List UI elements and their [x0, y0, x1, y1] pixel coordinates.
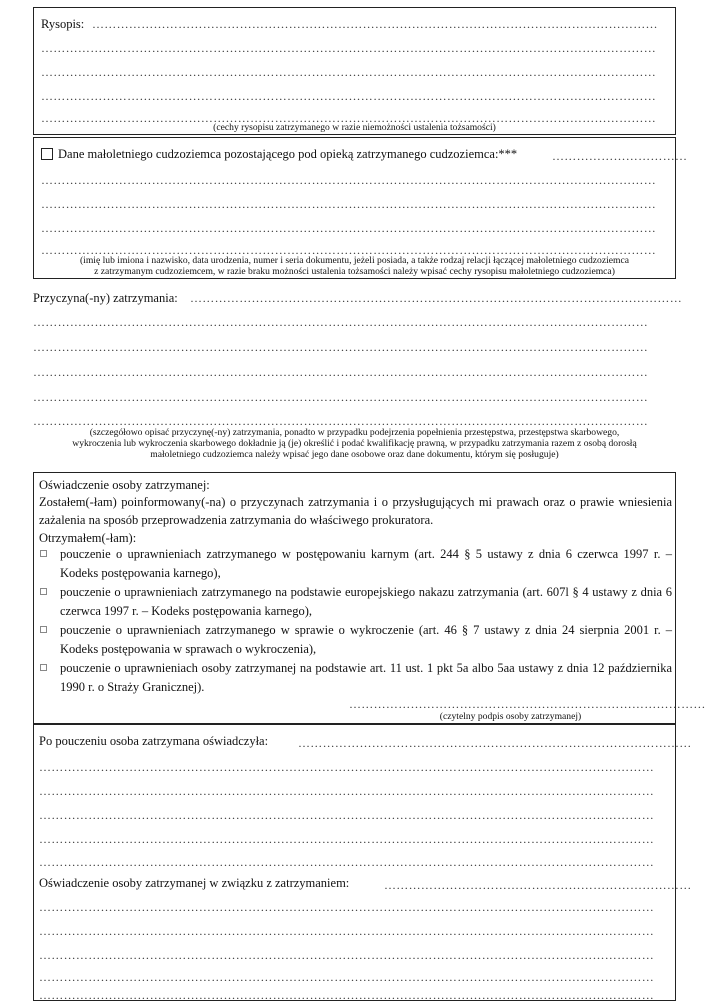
statement2-field-line[interactable]: …………………………………………………………………………………………………………………………………… — [39, 970, 654, 984]
przyczyna-field-line[interactable]: …………………………………………………………………………………………………………………………………… — [33, 315, 648, 329]
przyczyna-field-line[interactable]: …………………………………………………………………………………………………………………………………… — [33, 340, 648, 354]
received-item: pouczenie o uprawnieniach osoby zatrzymanej na podstawie art. 11 ust. 1 pkt 5a albo 5aa ustawy z dnia 12 października 1990 r. o Straży Granicznej). — [60, 661, 672, 694]
przyczyna-note-2: wykroczenia lub wykroczenia skarbowego dokładnie ją (je) określić i podać kwalifikację prawną, w przypadku zatrzymania razem z osobą dorosłą — [72, 438, 637, 449]
minor-note-2: z zatrzymanym cudzoziemcem, w razie braku możności ustalenia tożsamości należy wpisać cechy rysopisu małoletniego cudzoziemca) — [94, 266, 615, 277]
minor-field-line[interactable]: …………………………………………………………………………………………………………………………………… — [41, 173, 656, 187]
przyczyna-note-3: małoletniego cudzoziemca należy wpisać jego dane osobowe oraz dane dokumentu, którym się posługuje) — [150, 449, 559, 460]
rysopis-field-line[interactable]: …………………………………………………………………………………………………………………………………… — [41, 89, 656, 103]
item-checkbox[interactable] — [40, 664, 47, 671]
statement2-field-line[interactable]: …………………………………………………………………………………………………………………………………… — [39, 900, 654, 914]
przyczyna-field-line[interactable]: ………………………………………………………………………………………………………… — [190, 291, 682, 305]
statement2-field-line[interactable]: …………………………………………………………………………………………………………………………………… — [39, 948, 654, 962]
statement-field-line[interactable]: …………………………………………………………………………………………………………………………………… — [39, 808, 654, 822]
statement-field-line[interactable]: …………………………………………………………………………………… — [298, 736, 692, 750]
statement-field-line[interactable]: …………………………………………………………………………………………………………………………………… — [39, 832, 654, 846]
statement-field-line[interactable]: …………………………………………………………………………………………………………………………………… — [39, 760, 654, 774]
minor-field-line[interactable]: …………………………………………………………………………………………………………………………………… — [41, 221, 656, 235]
statement2-field-line[interactable]: …………………………………………………………………………………………………………………………………… — [39, 988, 654, 1002]
oswiadczenie-info: Zostałem(-łam) poinformowany(-na) o przyczynach zatrzymania i o przysługujących mi prawach oraz o prawie wniesienia zażalenia na sposób przeprowadzenia zatrzymania do właściwego prokuratora. — [39, 495, 672, 527]
rysopis-field-line[interactable]: …………………………………………………………………………………………………………………………………… — [41, 111, 656, 125]
po-pouczeniu-section — [33, 724, 692, 1002]
rysopis-field-line[interactable]: …………………………………………………………………………………………………………………………………… — [41, 65, 656, 79]
signature-line[interactable]: …………………………………………………………………………… — [349, 697, 706, 711]
statement2-field-line[interactable]: ………………………………………………………………… — [384, 878, 692, 892]
rysopis-field-line[interactable]: ………………………………………………………………………………………………………………………… — [92, 17, 658, 31]
przyczyna-label: Przyczyna(-ny) zatrzymania: — [33, 291, 178, 305]
przyczyna-field-line[interactable]: …………………………………………………………………………………………………………………………………… — [33, 365, 648, 379]
przyczyna-field-line[interactable]: …………………………………………………………………………………………………………………………………… — [33, 390, 648, 404]
przyczyna-field-line[interactable]: …………………………………………………………………………………………………………………………………… — [33, 414, 648, 428]
item-checkbox[interactable] — [40, 588, 47, 595]
minor-field-line[interactable]: …………………………………………………………………………………………………………………………………… — [41, 197, 656, 211]
item-checkbox[interactable] — [40, 550, 47, 557]
minor-label: Dane małoletniego cudzoziemca pozostającego pod opieką zatrzymanego cudzoziemca:*** — [58, 147, 518, 161]
received-label: Otrzymałem(-łam): — [39, 531, 137, 545]
rysopis-label: Rysopis: — [41, 17, 85, 31]
minor-field-line[interactable]: …………………………… — [552, 149, 688, 163]
minor-field-line[interactable]: …………………………………………………………………………………………………………………………………… — [41, 243, 656, 257]
received-item: pouczenie o uprawnieniach zatrzymanego w sprawie o wykroczenie (art. 46 § 7 ustawy z dnia 24 sierpnia 2001 r. – Kodeks postępowania w sprawach o wykroczenia), — [60, 623, 672, 656]
minor-checkbox[interactable] — [41, 148, 53, 160]
statement2-field-line[interactable]: …………………………………………………………………………………………………………………………………… — [39, 924, 654, 938]
statement2-label: Oświadczenie osoby zatrzymanej w związku z zatrzymaniem: — [39, 876, 350, 890]
rysopis-section — [33, 7, 676, 135]
minor-note-1: (imię lub imiona i nazwisko, data urodzenia, numer i seria dokumentu, jeżeli posiada, a także rodzaj relacji łączącej małoletniego cudzoziemca — [79, 255, 629, 266]
received-item: pouczenie o uprawnieniach zatrzymanego w postępowaniu karnym (art. 244 § 5 ustawy z dnia 6 czerwca 1997 r. – Kodeks postępowania karnego), — [60, 547, 672, 580]
po-pouczeniu-label: Po pouczeniu osoba zatrzymana oświadczyła: — [39, 734, 269, 748]
minor-row — [41, 148, 517, 161]
statement-field-line[interactable]: …………………………………………………………………………………………………………………………………… — [39, 855, 654, 869]
rysopis-field-line[interactable]: …………………………………………………………………………………………………………………………………… — [41, 41, 656, 55]
signature-note: (czytelny podpis osoby zatrzymanej) — [439, 711, 582, 722]
item-checkbox[interactable] — [40, 626, 47, 633]
oswiadczenie-section — [33, 472, 706, 724]
received-item: pouczenie o uprawnieniach zatrzymanego na podstawie europejskiego nakazu zatrzymania (art. 607l § 4 ustawy z dnia 6 czerwca 1997 r. – Kodeks postępowania karnego), — [60, 585, 672, 618]
przyczyna-note-1: (szczegółowo opisać przyczynę(-ny) zatrzymania, ponadto w przypadku podejrzenia popełnienia przestępstwa, przestępstwa skarbowego, — [89, 427, 620, 438]
rysopis-note: (cechy rysopisu zatrzymanego w razie niemożności ustalenia tożsamości) — [213, 122, 496, 133]
statement-field-line[interactable]: …………………………………………………………………………………………………………………………………… — [39, 784, 654, 798]
oswiadczenie-heading: Oświadczenie osoby zatrzymanej: — [39, 478, 210, 492]
przyczyna-section — [33, 290, 682, 465]
minor-section — [33, 137, 688, 279]
